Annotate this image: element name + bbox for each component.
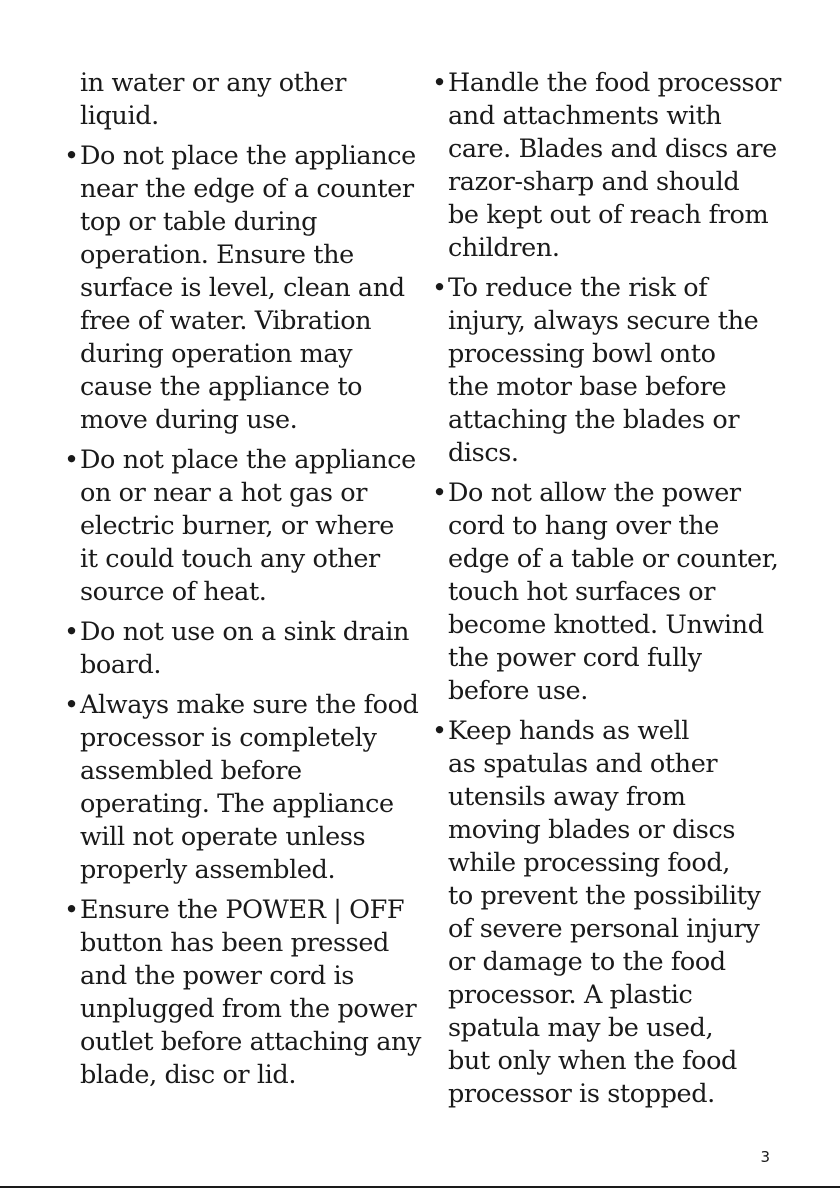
item-line: on or near a hot gas or [80, 478, 368, 508]
bullet: • [64, 617, 79, 647]
item-line: unplugged from the power [80, 994, 417, 1024]
right-column [430, 67, 790, 1111]
item-line: to prevent the possibility [448, 881, 761, 911]
item-line: spatula may be used, [448, 1013, 714, 1043]
item-line: the motor base before [448, 372, 727, 402]
item-line: processor is stopped. [448, 1079, 715, 1109]
item-line: top or table during [80, 207, 318, 237]
list-item [62, 894, 427, 1092]
item-line: outlet before attaching any [80, 1027, 422, 1057]
bullet: • [432, 478, 447, 508]
list-item [62, 689, 427, 887]
item-line: processing bowl onto [448, 339, 716, 369]
bullet: • [432, 68, 447, 98]
item-line: Do not use on a sink drain [80, 617, 410, 647]
bullet: • [64, 895, 79, 925]
item-line: processor is completely [80, 723, 377, 753]
item-line: or damage to the food [448, 947, 726, 977]
item-line: be kept out of reach from [448, 200, 769, 230]
bullet: • [432, 716, 447, 746]
item-line: processor. A plastic [448, 980, 693, 1010]
item-line: will not operate unless [80, 822, 366, 852]
list-item [62, 616, 427, 682]
item-line: care. Blades and discs are [448, 134, 777, 164]
bottom-rule [0, 1186, 840, 1188]
item-line: attaching the blades or [448, 405, 740, 435]
item-line: surface is level, clean and [80, 273, 405, 303]
item-line: and attachments with [448, 101, 722, 131]
item-line: operation. Ensure the [80, 240, 354, 270]
list-item [430, 272, 790, 470]
item-line: button has been pressed [80, 928, 389, 958]
bullet: • [64, 141, 79, 171]
list-item [430, 67, 790, 265]
item-line: the power cord fully [448, 643, 702, 673]
item-line: cause the appliance to [80, 372, 363, 402]
item-line: properly assembled. [80, 855, 336, 885]
list-item [62, 140, 427, 437]
list-item [62, 67, 427, 133]
item-line: utensils away from [448, 782, 686, 812]
item-line: children. [448, 233, 560, 263]
item-line: liquid. [80, 101, 159, 131]
list-item [430, 477, 790, 708]
item-line: razor-sharp and should [448, 167, 740, 197]
item-line: Do not place the appliance [80, 445, 416, 475]
item-line: electric burner, or where [80, 511, 394, 541]
item-line: but only when the food [448, 1046, 737, 1076]
item-line: source of heat. [80, 577, 267, 607]
item-line: cord to hang over the [448, 511, 719, 541]
item-line: Keep hands as well [448, 716, 689, 746]
bullet: • [64, 690, 79, 720]
item-line: operating. The appliance [80, 789, 394, 819]
item-line: as spatulas and other [448, 749, 718, 779]
item-line: of severe personal injury [448, 914, 760, 944]
bullet: • [64, 445, 79, 475]
item-line: it could touch any other [80, 544, 380, 574]
item-line: assembled before [80, 756, 302, 786]
item-line: Ensure the POWER | OFF [80, 895, 405, 925]
item-line: moving blades or discs [448, 815, 736, 845]
item-line: Do not allow the power [448, 478, 741, 508]
item-line: Always make sure the food [80, 690, 419, 720]
list-item [62, 444, 427, 609]
page-number: 3 [760, 1148, 770, 1166]
item-line: blade, disc or lid. [80, 1060, 297, 1090]
item-line: Handle the food processor [448, 68, 781, 98]
item-line: touch hot surfaces or [448, 577, 716, 607]
item-line: near the edge of a counter [80, 174, 414, 204]
item-line: move during use. [80, 405, 298, 435]
item-line: Do not place the appliance [80, 141, 416, 171]
bullet: • [432, 273, 447, 303]
item-line: discs. [448, 438, 519, 468]
item-line: in water or any other [80, 68, 347, 98]
item-line: during operation may [80, 339, 353, 369]
item-line: while processing food, [448, 848, 730, 878]
item-line: free of water. Vibration [80, 306, 372, 336]
item-line: before use. [448, 676, 588, 706]
list-item [430, 715, 790, 1111]
left-column [62, 67, 427, 1092]
item-line: edge of a table or counter, [448, 544, 779, 574]
item-line: To reduce the risk of [448, 273, 708, 303]
item-line: injury, always secure the [448, 306, 759, 336]
item-line: become knotted. Unwind [448, 610, 764, 640]
item-line: and the power cord is [80, 961, 354, 991]
item-line: board. [80, 650, 162, 680]
